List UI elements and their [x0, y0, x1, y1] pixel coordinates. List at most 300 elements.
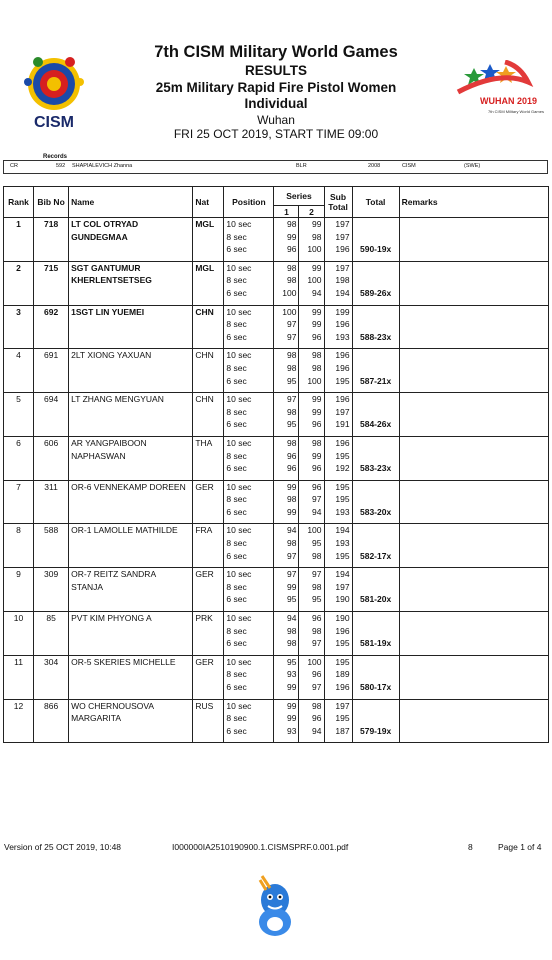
- cism-logo: [18, 52, 90, 134]
- table-header-row: [4, 187, 549, 206]
- bib-cell: 606: [34, 436, 69, 449]
- series-1-cell: 98: [274, 274, 299, 287]
- table-row: [4, 261, 549, 274]
- series-1-cell: 94: [274, 524, 299, 537]
- series-2-cell: 95: [299, 537, 324, 550]
- nation-cell: [193, 712, 224, 725]
- position-cell: 6 sec: [224, 637, 274, 650]
- athlete-name-cell: [69, 550, 193, 563]
- total-cell: [352, 274, 399, 287]
- nation-cell: [193, 537, 224, 550]
- rank-cell: [4, 506, 34, 519]
- athlete-name-cell: [69, 725, 193, 738]
- col-series-1: 1: [274, 206, 299, 218]
- table-row: [4, 349, 549, 362]
- athlete-name-cell: [69, 537, 193, 550]
- position-cell: 10 sec: [224, 261, 274, 274]
- sub-total-cell: 196: [324, 243, 352, 256]
- bib-cell: [34, 287, 69, 300]
- bib-cell: [34, 406, 69, 419]
- position-cell: 10 sec: [224, 655, 274, 668]
- footer-code: 8: [468, 842, 473, 852]
- remarks-cell: [399, 493, 548, 506]
- rank-cell: 7: [4, 480, 34, 493]
- table-row: [4, 393, 549, 406]
- table-row: [4, 287, 549, 300]
- mascot-image: [240, 870, 310, 940]
- wuhan-logo-text: WUHAN 2019: [480, 96, 538, 106]
- bib-cell: [34, 450, 69, 463]
- table-row: [4, 480, 549, 493]
- total-cell: [352, 393, 399, 406]
- sub-total-cell: 196: [324, 393, 352, 406]
- series-2-cell: 99: [299, 318, 324, 331]
- athlete-name-cell: NAPHASWAN: [69, 450, 193, 463]
- series-1-cell: 97: [274, 318, 299, 331]
- nation-cell: [193, 550, 224, 563]
- series-2-cell: 99: [299, 393, 324, 406]
- remarks-cell: [399, 506, 548, 519]
- series-1-cell: 94: [274, 612, 299, 625]
- series-1-cell: 97: [274, 550, 299, 563]
- table-row: [4, 318, 549, 331]
- position-cell: 8 sec: [224, 581, 274, 594]
- position-cell: 8 sec: [224, 318, 274, 331]
- table-row: [4, 581, 549, 594]
- date-time: FRI 25 OCT 2019, START TIME 09:00: [173, 127, 379, 141]
- total-cell: [352, 349, 399, 362]
- athlete-name-cell: [69, 243, 193, 256]
- rank-cell: [4, 681, 34, 694]
- event-name: 25m Military Rapid Fire Pistol Women: [155, 80, 397, 95]
- sub-total-cell: 196: [324, 349, 352, 362]
- total-cell: [352, 612, 399, 625]
- series-2-cell: 98: [299, 550, 324, 563]
- remarks-cell: [399, 655, 548, 668]
- total-cell: [352, 261, 399, 274]
- series-2-cell: 100: [299, 274, 324, 287]
- series-1-cell: 99: [274, 681, 299, 694]
- position-cell: 8 sec: [224, 493, 274, 506]
- total-cell: [352, 362, 399, 375]
- nation-cell: [193, 274, 224, 287]
- series-1-cell: 97: [274, 393, 299, 406]
- rank-cell: [4, 362, 34, 375]
- remarks-cell: [399, 375, 548, 388]
- table-row: [4, 493, 549, 506]
- table-row: [4, 637, 549, 650]
- series-1-cell: 99: [274, 699, 299, 712]
- position-cell: 6 sec: [224, 550, 274, 563]
- table-row: [4, 725, 549, 738]
- rank-cell: [4, 581, 34, 594]
- table-row: [4, 550, 549, 563]
- wuhan-2019-logo: [450, 60, 552, 120]
- remarks-cell: [399, 625, 548, 638]
- nation-cell: [193, 668, 224, 681]
- remarks-cell: [399, 712, 548, 725]
- position-cell: 8 sec: [224, 450, 274, 463]
- series-2-cell: 98: [299, 362, 324, 375]
- athlete-name-cell: [69, 637, 193, 650]
- rank-cell: [4, 625, 34, 638]
- remarks-cell: [399, 699, 548, 712]
- position-cell: 10 sec: [224, 393, 274, 406]
- remarks-cell: [399, 550, 548, 563]
- col-series-2: 2: [299, 206, 324, 218]
- results-table: [3, 186, 549, 743]
- bib-cell: [34, 375, 69, 388]
- separator-cell: [399, 737, 548, 743]
- rank-cell: [4, 450, 34, 463]
- position-cell: 10 sec: [224, 568, 274, 581]
- position-cell: 10 sec: [224, 218, 274, 231]
- rank-cell: [4, 462, 34, 475]
- remarks-cell: [399, 462, 548, 475]
- separator-cell: [224, 737, 274, 743]
- event-title: 7th CISM Military World Games: [154, 43, 398, 61]
- athlete-name-cell: STANJA: [69, 581, 193, 594]
- total-cell: [352, 305, 399, 318]
- wuhan-logo-subtext: 7th CISM Military World Games: [488, 109, 544, 114]
- position-cell: 6 sec: [224, 681, 274, 694]
- remarks-cell: [399, 393, 548, 406]
- position-cell: 8 sec: [224, 712, 274, 725]
- series-2-cell: 98: [299, 581, 324, 594]
- rank-cell: [4, 331, 34, 344]
- rank-cell: [4, 287, 34, 300]
- bib-cell: [34, 550, 69, 563]
- nation-cell: [193, 418, 224, 431]
- series-2-cell: 99: [299, 218, 324, 231]
- total-cell: 579-19x: [352, 725, 399, 738]
- series-2-cell: 100: [299, 375, 324, 388]
- remarks-cell: [399, 418, 548, 431]
- nation-cell: [193, 593, 224, 606]
- sub-total-cell: 197: [324, 231, 352, 244]
- total-cell: 583-20x: [352, 506, 399, 519]
- position-cell: 8 sec: [224, 362, 274, 375]
- sub-total-cell: 195: [324, 450, 352, 463]
- nation-cell: CHN: [193, 349, 224, 362]
- remarks-cell: [399, 612, 548, 625]
- bib-cell: [34, 331, 69, 344]
- series-2-cell: 97: [299, 568, 324, 581]
- table-row: [4, 625, 549, 638]
- nation-cell: GER: [193, 655, 224, 668]
- series-2-cell: 98: [299, 436, 324, 449]
- remarks-cell: [399, 725, 548, 738]
- remarks-cell: [399, 331, 548, 344]
- sub-total-cell: 199: [324, 305, 352, 318]
- nation-cell: [193, 231, 224, 244]
- athlete-name-cell: [69, 462, 193, 475]
- nation-cell: RUS: [193, 699, 224, 712]
- nation-cell: PRK: [193, 612, 224, 625]
- sub-total-cell: 196: [324, 436, 352, 449]
- table-row: [4, 537, 549, 550]
- record-year: 2008: [368, 163, 381, 169]
- position-cell: 8 sec: [224, 231, 274, 244]
- sub-total-cell: 194: [324, 287, 352, 300]
- table-row: [4, 362, 549, 375]
- bib-cell: 718: [34, 218, 69, 231]
- separator-cell: [299, 737, 324, 743]
- athlete-name-cell: [69, 406, 193, 419]
- series-1-cell: 96: [274, 462, 299, 475]
- results-body: [4, 218, 549, 743]
- series-1-cell: 98: [274, 218, 299, 231]
- rank-cell: 8: [4, 524, 34, 537]
- bib-cell: [34, 506, 69, 519]
- athlete-name-cell: LT ZHANG MENGYUAN: [69, 393, 193, 406]
- table-row: [4, 462, 549, 475]
- rank-cell: 4: [4, 349, 34, 362]
- position-cell: 6 sec: [224, 331, 274, 344]
- sub-total-cell: 195: [324, 655, 352, 668]
- total-cell: 581-19x: [352, 637, 399, 650]
- bib-cell: 304: [34, 655, 69, 668]
- bib-cell: [34, 712, 69, 725]
- total-cell: [352, 231, 399, 244]
- sub-total-cell: 193: [324, 331, 352, 344]
- total-cell: 582-17x: [352, 550, 399, 563]
- bib-cell: [34, 493, 69, 506]
- cism-logo-text: CISM: [34, 114, 74, 131]
- sub-total-cell: 195: [324, 480, 352, 493]
- series-1-cell: 100: [274, 287, 299, 300]
- total-cell: [352, 436, 399, 449]
- athlete-name-cell: PVT KIM PHYONG A: [69, 612, 193, 625]
- remarks-cell: [399, 524, 548, 537]
- sub-total-cell: 193: [324, 506, 352, 519]
- series-1-cell: 98: [274, 537, 299, 550]
- rank-cell: [4, 668, 34, 681]
- record-event: CISM: [402, 163, 416, 169]
- rank-cell: 12: [4, 699, 34, 712]
- total-cell: [352, 480, 399, 493]
- bib-cell: [34, 637, 69, 650]
- total-cell: 580-17x: [352, 681, 399, 694]
- remarks-cell: [399, 287, 548, 300]
- total-cell: 587-21x: [352, 375, 399, 388]
- nation-cell: [193, 493, 224, 506]
- table-row: [4, 524, 549, 537]
- rank-cell: [4, 637, 34, 650]
- athlete-name-cell: [69, 287, 193, 300]
- rank-cell: [4, 493, 34, 506]
- series-2-cell: 96: [299, 418, 324, 431]
- sub-total-cell: 191: [324, 418, 352, 431]
- series-1-cell: 95: [274, 418, 299, 431]
- remarks-cell: [399, 436, 548, 449]
- bib-cell: 692: [34, 305, 69, 318]
- nation-cell: [193, 581, 224, 594]
- remarks-cell: [399, 274, 548, 287]
- sub-total-cell: 195: [324, 550, 352, 563]
- series-2-cell: 100: [299, 655, 324, 668]
- position-cell: 8 sec: [224, 406, 274, 419]
- nation-cell: FRA: [193, 524, 224, 537]
- nation-cell: [193, 243, 224, 256]
- position-cell: 10 sec: [224, 436, 274, 449]
- position-cell: 6 sec: [224, 506, 274, 519]
- total-cell: [352, 406, 399, 419]
- rank-cell: [4, 406, 34, 419]
- rank-cell: 5: [4, 393, 34, 406]
- athlete-name-cell: OR-5 SKERIES MICHELLE: [69, 655, 193, 668]
- series-2-cell: 94: [299, 287, 324, 300]
- series-1-cell: 98: [274, 493, 299, 506]
- series-2-cell: 99: [299, 406, 324, 419]
- athlete-name-cell: SGT GANTUMUR: [69, 261, 193, 274]
- event-category: Individual: [244, 96, 308, 111]
- remarks-cell: [399, 318, 548, 331]
- table-row: [4, 593, 549, 606]
- table-row: [4, 418, 549, 431]
- bib-cell: [34, 681, 69, 694]
- col-sub-total: Sub Total: [324, 187, 352, 218]
- remarks-cell: [399, 349, 548, 362]
- nation-cell: [193, 625, 224, 638]
- position-cell: 6 sec: [224, 725, 274, 738]
- col-series: Series: [274, 187, 324, 206]
- total-cell: [352, 712, 399, 725]
- nation-cell: [193, 287, 224, 300]
- sub-total-cell: 195: [324, 712, 352, 725]
- athlete-name-cell: GUNDEGMAA: [69, 231, 193, 244]
- table-row: [4, 274, 549, 287]
- separator-cell: [69, 737, 193, 743]
- position-cell: 6 sec: [224, 418, 274, 431]
- series-1-cell: 95: [274, 655, 299, 668]
- position-cell: 6 sec: [224, 243, 274, 256]
- col-rank: Rank: [4, 187, 34, 218]
- rank-cell: [4, 712, 34, 725]
- series-1-cell: 99: [274, 581, 299, 594]
- series-2-cell: 98: [299, 349, 324, 362]
- record-holder: SHAPIALEVICH Zhanna: [72, 163, 133, 169]
- total-cell: [352, 318, 399, 331]
- series-2-cell: 96: [299, 480, 324, 493]
- series-2-cell: 96: [299, 612, 324, 625]
- sub-total-cell: 189: [324, 668, 352, 681]
- rank-cell: 1: [4, 218, 34, 231]
- series-1-cell: 97: [274, 568, 299, 581]
- bib-cell: 694: [34, 393, 69, 406]
- nation-cell: [193, 462, 224, 475]
- total-cell: 584-26x: [352, 418, 399, 431]
- series-2-cell: 98: [299, 699, 324, 712]
- series-1-cell: 93: [274, 668, 299, 681]
- separator-cell: [193, 737, 224, 743]
- rank-cell: 9: [4, 568, 34, 581]
- total-cell: 590-19x: [352, 243, 399, 256]
- series-1-cell: 95: [274, 375, 299, 388]
- remarks-cell: [399, 231, 548, 244]
- remarks-cell: [399, 243, 548, 256]
- athlete-name-cell: OR-1 LAMOLLE MATHILDE: [69, 524, 193, 537]
- series-2-cell: 94: [299, 506, 324, 519]
- remarks-cell: [399, 406, 548, 419]
- series-2-cell: 96: [299, 331, 324, 344]
- series-2-cell: 94: [299, 725, 324, 738]
- records-row: [3, 160, 548, 174]
- total-cell: [352, 524, 399, 537]
- series-2-cell: 95: [299, 593, 324, 606]
- series-1-cell: 100: [274, 305, 299, 318]
- series-1-cell: 98: [274, 436, 299, 449]
- series-1-cell: 98: [274, 625, 299, 638]
- sub-total-cell: 198: [324, 274, 352, 287]
- athlete-name-cell: OR-6 VENNEKAMP DOREEN: [69, 480, 193, 493]
- records-label: Records: [43, 154, 68, 160]
- bib-cell: 588: [34, 524, 69, 537]
- athlete-name-cell: OR-7 REITZ SANDRA: [69, 568, 193, 581]
- athlete-name-cell: LT COL OTRYAD: [69, 218, 193, 231]
- bib-cell: 85: [34, 612, 69, 625]
- bib-cell: [34, 243, 69, 256]
- total-cell: [352, 493, 399, 506]
- position-cell: 10 sec: [224, 349, 274, 362]
- sub-total-cell: 190: [324, 593, 352, 606]
- sub-total-cell: 195: [324, 375, 352, 388]
- table-row: [4, 218, 549, 231]
- bib-cell: 715: [34, 261, 69, 274]
- bib-cell: [34, 593, 69, 606]
- series-2-cell: 97: [299, 637, 324, 650]
- sub-total-cell: 197: [324, 581, 352, 594]
- rank-cell: [4, 375, 34, 388]
- remarks-cell: [399, 593, 548, 606]
- rank-cell: 3: [4, 305, 34, 318]
- nation-cell: [193, 406, 224, 419]
- bib-cell: [34, 725, 69, 738]
- venue: Wuhan: [257, 113, 295, 127]
- col-total: Total: [352, 187, 399, 218]
- position-cell: 8 sec: [224, 625, 274, 638]
- table-row: [4, 406, 549, 419]
- remarks-cell: [399, 218, 548, 231]
- bib-cell: [34, 231, 69, 244]
- position-cell: 8 sec: [224, 274, 274, 287]
- row-separator: [4, 737, 549, 743]
- sub-total-cell: 195: [324, 637, 352, 650]
- table-row: [4, 668, 549, 681]
- remarks-cell: [399, 581, 548, 594]
- position-cell: 10 sec: [224, 305, 274, 318]
- nation-cell: [193, 331, 224, 344]
- table-row: [4, 231, 549, 244]
- table-row: [4, 331, 549, 344]
- total-cell: [352, 699, 399, 712]
- athlete-name-cell: 1SGT LIN YUEMEI: [69, 305, 193, 318]
- sub-total-cell: 197: [324, 218, 352, 231]
- separator-cell: [274, 737, 299, 743]
- remarks-cell: [399, 362, 548, 375]
- table-row: [4, 655, 549, 668]
- series-1-cell: 93: [274, 725, 299, 738]
- separator-cell: [324, 737, 352, 743]
- series-2-cell: 99: [299, 450, 324, 463]
- bib-cell: 309: [34, 568, 69, 581]
- remarks-cell: [399, 450, 548, 463]
- nation-cell: CHN: [193, 393, 224, 406]
- sub-total-cell: 194: [324, 524, 352, 537]
- athlete-name-cell: [69, 668, 193, 681]
- athlete-name-cell: [69, 625, 193, 638]
- version-text: Version of 25 OCT 2019, 10:48: [4, 842, 122, 852]
